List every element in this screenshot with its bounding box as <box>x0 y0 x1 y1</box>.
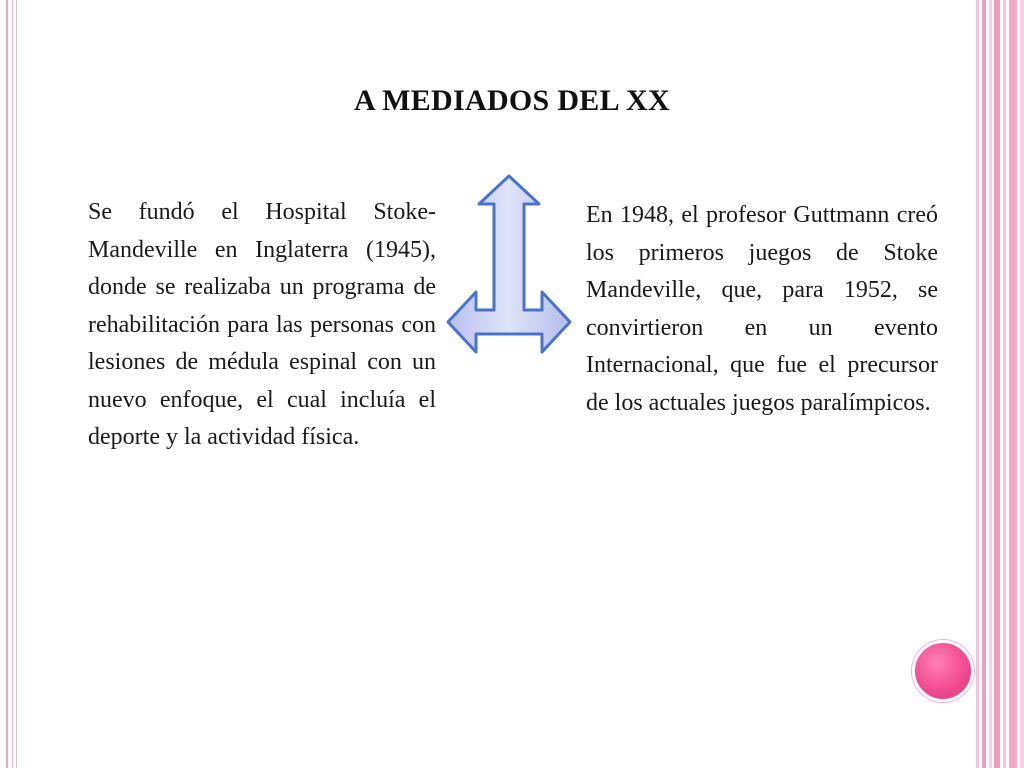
pink-circle-decoration <box>912 640 974 702</box>
three-way-arrow-icon <box>444 172 574 354</box>
left-text-block: Se fundó el Hospital Stoke-Mandeville en Inglaterra (1945), donde se realizaba un programa de rehabilitación para las personas con lesiones de médula espinal con un nuevo enfoque, el cual incluía el deporte y la actividad física. <box>88 199 436 450</box>
slide-title: A MEDIADOS DEL XX <box>354 84 670 117</box>
right-text-block: En 1948, el profesor Guttmann creó los primeros juegos de Stoke Mandeville, que, para 1952, se convirtieron en un evento Internacional, que fue el precursor de los actuales juegos paralímpicos. <box>586 202 938 416</box>
